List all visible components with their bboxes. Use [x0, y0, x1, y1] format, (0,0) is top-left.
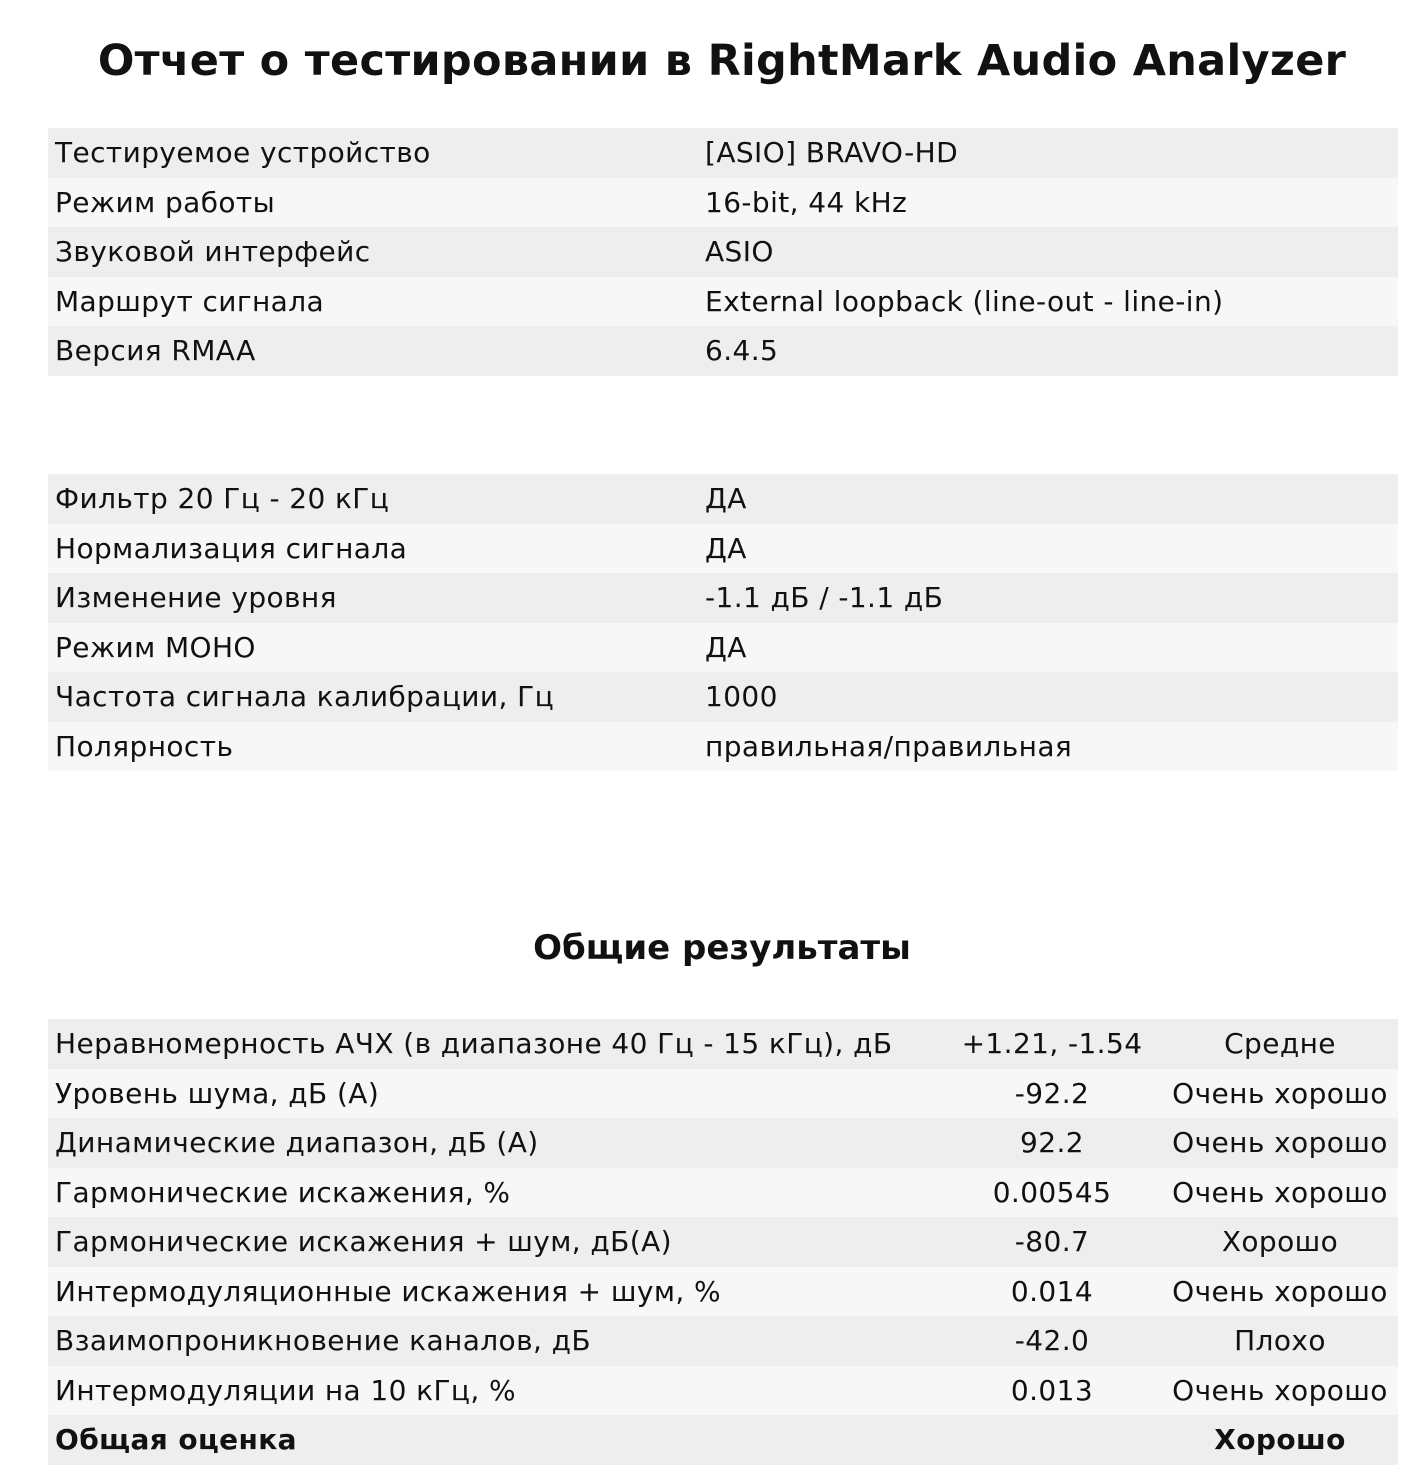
result-value: 0.00545	[942, 1168, 1162, 1218]
result-value: +1.21, -1.54	[942, 1019, 1162, 1069]
result-rating: Очень хорошо	[1162, 1168, 1398, 1218]
total-label: Общая оценка	[48, 1415, 942, 1465]
table-row	[48, 1267, 1398, 1317]
info-value: 6.4.5	[698, 326, 1398, 376]
result-value: -42.0	[942, 1316, 1162, 1366]
results-table	[48, 1019, 1398, 1465]
table-row	[48, 573, 1398, 623]
info-value: ASIO	[698, 227, 1398, 277]
table-row	[48, 227, 1398, 277]
info-label: Режим работы	[48, 178, 698, 228]
result-rating: Средне	[1162, 1019, 1398, 1069]
total-row	[48, 1415, 1398, 1465]
page-title: Отчет о тестировании в RightMark Audio Analyzer	[97, 36, 1347, 86]
result-rating: Очень хорошо	[1162, 1118, 1398, 1168]
result-value: 0.014	[942, 1267, 1162, 1317]
result-value: -92.2	[942, 1069, 1162, 1119]
table-row	[48, 1366, 1398, 1416]
setting-label: Частота сигнала калибрации, Гц	[48, 672, 698, 722]
setting-value: ДА	[698, 623, 1398, 673]
result-label: Уровень шума, дБ (А)	[48, 1069, 942, 1119]
result-value: -80.7	[942, 1217, 1162, 1267]
result-label: Гармонические искажения + шум, дБ(А)	[48, 1217, 942, 1267]
setting-label: Изменение уровня	[48, 573, 698, 623]
results-section-title: Общие результаты	[533, 928, 911, 968]
info-label: Версия RMAA	[48, 326, 698, 376]
table-row	[48, 178, 1398, 228]
setting-value: ДА	[698, 524, 1398, 574]
result-label: Динамические диапазон, дБ (А)	[48, 1118, 942, 1168]
setting-label: Фильтр 20 Гц - 20 кГц	[48, 474, 698, 524]
setting-value: -1.1 дБ / -1.1 дБ	[698, 573, 1398, 623]
result-label: Интермодуляции на 10 кГц, %	[48, 1366, 942, 1416]
result-label: Взаимопроникновение каналов, дБ	[48, 1316, 942, 1366]
result-value: 92.2	[942, 1118, 1162, 1168]
info-label: Звуковой интерфейс	[48, 227, 698, 277]
setting-value: правильная/правильная	[698, 722, 1398, 772]
table-row	[48, 672, 1398, 722]
table-row	[48, 524, 1398, 574]
table-row	[48, 722, 1398, 772]
result-rating: Плохо	[1162, 1316, 1398, 1366]
table-row	[48, 1118, 1398, 1168]
table-row	[48, 1019, 1398, 1069]
table-row	[48, 1217, 1398, 1267]
table-row	[48, 1069, 1398, 1119]
setting-label: Режим МОНО	[48, 623, 698, 673]
info-label: Маршрут сигнала	[48, 277, 698, 327]
result-value: 0.013	[942, 1366, 1162, 1416]
setting-value: 1000	[698, 672, 1398, 722]
setting-label: Полярность	[48, 722, 698, 772]
result-rating: Очень хорошо	[1162, 1267, 1398, 1317]
result-rating: Очень хорошо	[1162, 1069, 1398, 1119]
table-row	[48, 474, 1398, 524]
info-value: External loopback (line-out - line-in)	[698, 277, 1398, 327]
table-row	[48, 623, 1398, 673]
table-row	[48, 1316, 1398, 1366]
table-row	[48, 277, 1398, 327]
table-row	[48, 128, 1398, 178]
test-settings-table	[48, 474, 1398, 771]
result-label: Гармонические искажения, %	[48, 1168, 942, 1218]
info-label: Тестируемое устройство	[48, 128, 698, 178]
info-value: 16-bit, 44 kHz	[698, 178, 1398, 228]
result-label: Интермодуляционные искажения + шум, %	[48, 1267, 942, 1317]
device-info-table	[48, 128, 1398, 376]
total-rating: Хорошо	[1162, 1415, 1398, 1465]
setting-value: ДА	[698, 474, 1398, 524]
total-value	[942, 1415, 1162, 1465]
info-value: [ASIO] BRAVO-HD	[698, 128, 1398, 178]
setting-label: Нормализация сигнала	[48, 524, 698, 574]
result-rating: Хорошо	[1162, 1217, 1398, 1267]
result-rating: Очень хорошо	[1162, 1366, 1398, 1416]
result-label: Неравномерность АЧХ (в диапазоне 40 Гц - 15 кГц), дБ	[48, 1019, 942, 1069]
table-row	[48, 326, 1398, 376]
table-row	[48, 1168, 1398, 1218]
